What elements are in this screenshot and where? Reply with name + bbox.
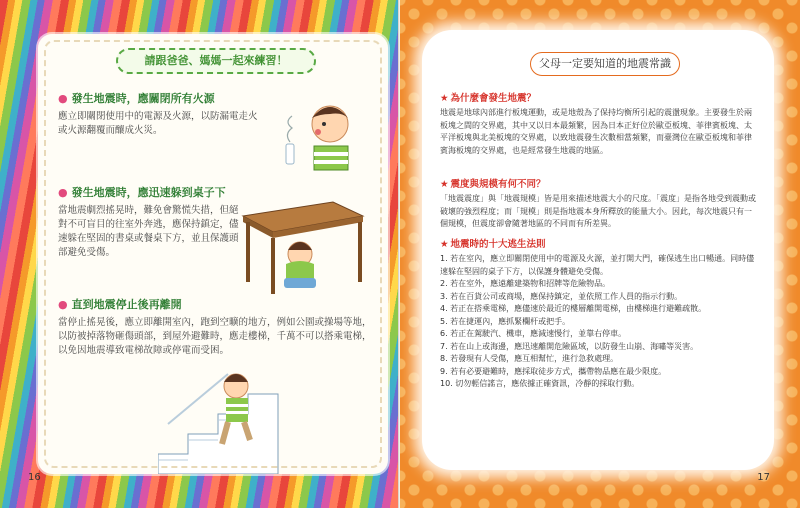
- list-item: 2. 若在室外，應遠離建築物和招牌等危險物品。: [440, 279, 611, 288]
- section-body: 當停止搖晃後，應立即離開室內，跑到空曠的地方，例如公園或操場等地，以防被掉落物砸傷頭部，到屋外避難時，應走樓梯，千萬不可以搭乘電梯，以免因地震導致電梯故障或停電而受困。: [58, 317, 372, 356]
- page-number-right: 17: [757, 472, 770, 483]
- bullet-icon: ●: [58, 298, 68, 311]
- section-turn-off-fire: [58, 90, 258, 138]
- section-body: 應立即關閉使用中的電源及火源，以防漏電走火或火源翻覆而釀成火災。: [58, 111, 258, 136]
- section-why-earthquakes: [440, 90, 756, 157]
- practice-banner: 請跟爸爸、媽媽一起來練習！: [116, 48, 316, 74]
- list-item: 1. 若在室內，應立即關閉使用中的電源及火源，並打開大門，確保逃生出口暢通。同時儘速躲在堅固的桌子下方，以保護身體避免受傷。: [440, 254, 755, 276]
- star-icon: ★: [440, 179, 449, 190]
- section-body: 當地震劇烈搖晃時，難免會驚慌失措，但絕對不可盲目的往室外奔逃，應保持鎮定，儘速躲在堅固的書桌或餐桌下方，並且保護頭部避免受傷。: [58, 205, 239, 258]
- right-content-card: [422, 30, 774, 470]
- section-ten-escape-rules: [440, 236, 756, 391]
- section-heading: 地震時的十大逃生法則: [450, 239, 546, 250]
- list-item: 7. 若在山上或海邊，應迅速離開危險區域，以防發生山崩、海嘯等災害。: [440, 341, 699, 351]
- section-heading: 為什麼會發生地震？: [450, 93, 537, 104]
- child-under-desk-illustration: [238, 194, 368, 294]
- section-heading: 發生地震時，應關閉所有火源: [71, 92, 215, 105]
- child-using-stairs-illustration: [158, 364, 298, 474]
- boy-blowing-candle-illustration: [268, 94, 358, 174]
- star-icon: ★: [440, 239, 449, 250]
- list-item: 8. 若發現有人受傷，應互相幫忙，進行急救處理。: [440, 354, 619, 363]
- list-item: 10. 切勿輕信謠言，應依據正確資訊，冷靜的採取行動。: [440, 379, 640, 388]
- list-item: 4. 若正在搭乘電梯，應儘速於最近的樓層離開電梯，由樓梯進行避難疏散。: [440, 304, 707, 313]
- page-number-left: 16: [28, 472, 41, 483]
- right-page: [400, 0, 800, 508]
- bullet-icon: ●: [58, 92, 68, 105]
- list-item: 5. 若在捷運內，應抓緊欄杆或把手。: [440, 316, 571, 326]
- list-item: 3. 若在百貨公司或商場，應保持鎮定，並依照工作人員的指示行動。: [440, 291, 683, 301]
- section-body: 「地震震度」與「地震規模」皆是用來描述地震大小的尺度。「震度」是指各地受到震動或破壞的強烈程度；而「規模」則是指地震本身所釋放的能量大小。因此，每次地震只有一個規模，但震度卻會隨著地區的不同而有所差異。: [440, 194, 756, 228]
- escape-rules-list: [440, 253, 756, 391]
- section-body: 地震是地球內部進行板塊運動，或是地殼為了保持均衡所引起的震盪現象。主要發生於兩板塊之間的交界處，其中又以日本最頻繁，因為日本正好位於歐亞板塊、菲律賓板塊、太平洋板塊與北美板塊的交界處，以致地震發生次數相當頻繁，而臺灣位在歐亞板塊和菲律賓海板塊的交界處，也是經常發生地震的地區。: [440, 108, 752, 155]
- section-heading: 發生地震時，應迅速躲到桌子下: [71, 186, 226, 199]
- earthquake-knowledge-title: 父母一定要知道的地震常識: [530, 52, 680, 76]
- section-leave-after-quake: [58, 296, 378, 358]
- section-hide-under-desk: [58, 184, 243, 260]
- section-heading: 震度與規模有何不同？: [450, 179, 546, 190]
- star-icon: ★: [440, 93, 449, 104]
- list-item: 9. 若有必要避難時，應採取徒步方式，攜帶物品應在最少限度。: [440, 366, 667, 376]
- list-item: 6. 若正在駕駛汽、機車，應減速慢行，並靠右停車。: [440, 329, 627, 338]
- section-heading: 直到地震停止後再離開: [71, 298, 182, 311]
- left-content-card: [28, 34, 388, 483]
- section-intensity-vs-magnitude: [440, 176, 756, 231]
- bullet-icon: ●: [58, 186, 68, 199]
